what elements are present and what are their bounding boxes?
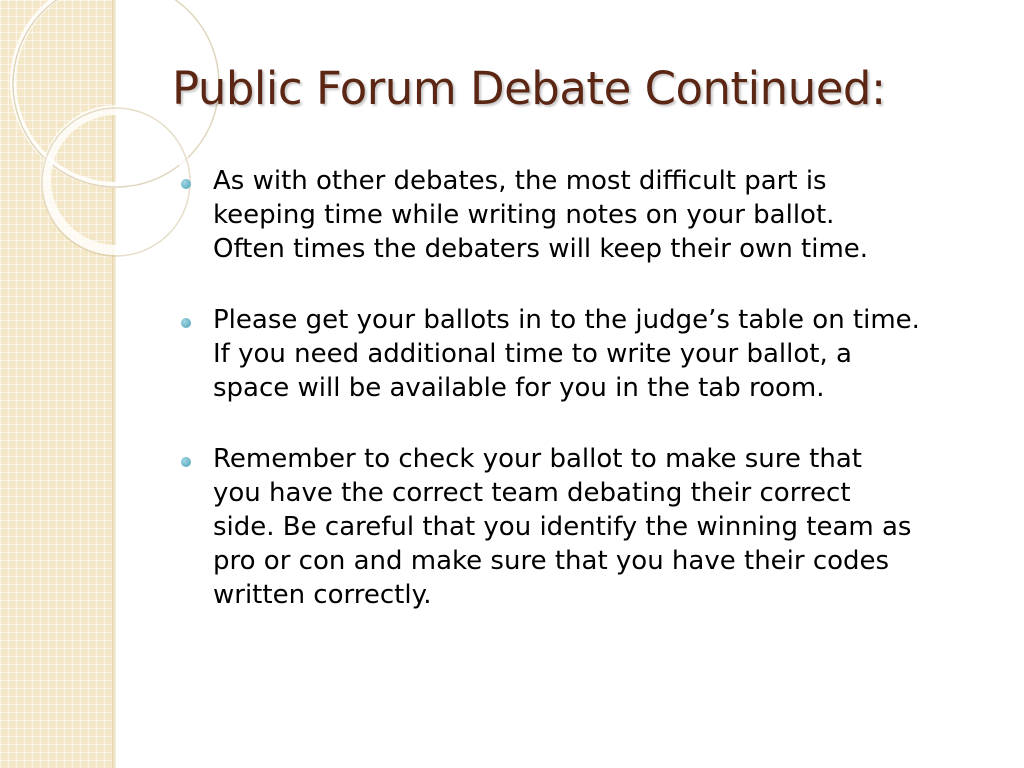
decorative-ring-small xyxy=(46,110,186,250)
bullet-line: Please get your ballots in to the judge’s table on time. xyxy=(213,305,920,335)
bullet-item xyxy=(180,164,1000,266)
bullet-line: space will be available for you in the tab room. xyxy=(213,373,825,403)
bullet-marker-icon xyxy=(181,457,191,467)
bullet-line: side. Be careful that you identify the winning team as xyxy=(213,512,912,542)
bullet-line: Remember to check your ballot to make sure that xyxy=(213,444,862,474)
bullet-line: As with other debates, the most difficult part is xyxy=(213,166,827,196)
bullet-line: keeping time while writing notes on your ballot. xyxy=(213,200,835,230)
slide-title: Public Forum Debate Continued: xyxy=(172,62,886,115)
bullet-line: you have the correct team debating their correct xyxy=(213,478,851,508)
bullet-marker-icon xyxy=(181,318,191,328)
bullet-line: written correctly. xyxy=(213,580,432,610)
bullet-line: pro or con and make sure that you have their codes xyxy=(213,546,890,576)
bullet-item xyxy=(180,303,1000,405)
bullet-item xyxy=(180,442,1000,612)
bullet-line: If you need additional time to write your ballot, a xyxy=(213,339,852,369)
bullet-marker-icon xyxy=(181,179,191,189)
bullet-line: Often times the debaters will keep their own time. xyxy=(213,234,869,264)
bullet-list xyxy=(180,164,1000,649)
